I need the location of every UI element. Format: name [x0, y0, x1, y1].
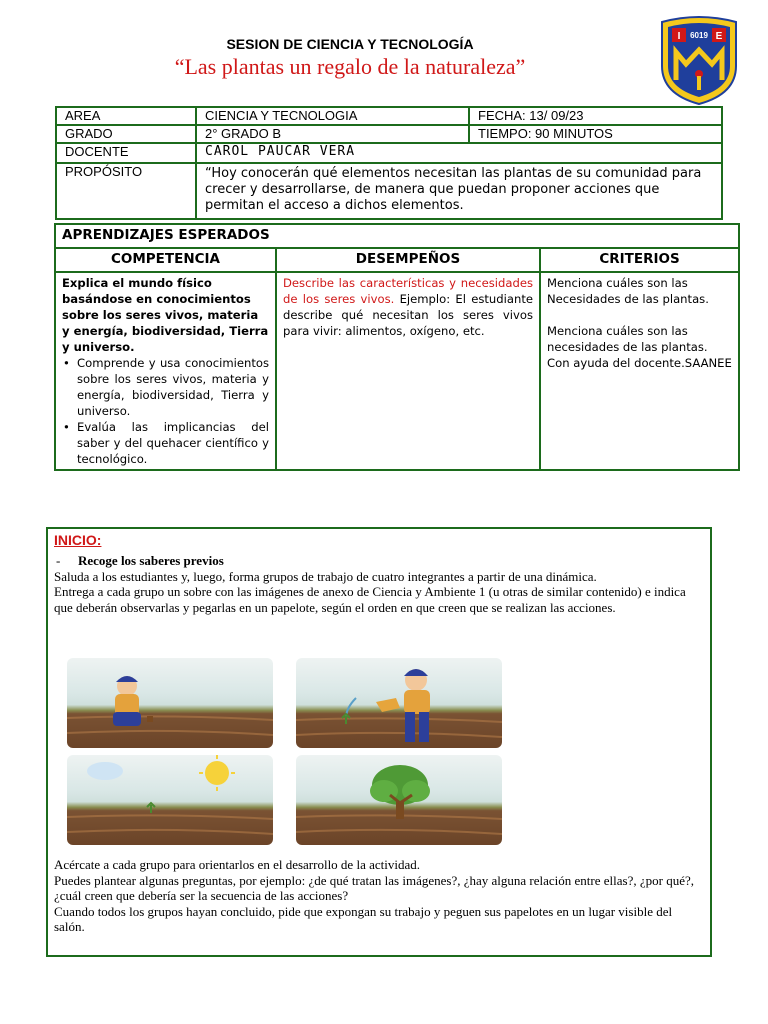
- dash-marker: -: [56, 553, 61, 568]
- criterio-2: Menciona cuáles son las necesidades de las plantas.: [547, 324, 708, 354]
- scene-grown-tree: [296, 755, 502, 845]
- grado-value: 2° GRADO B: [196, 125, 469, 143]
- paragraph-saluda: Saluda a los estudiantes y, luego, forma grupos de trabajo de cuatro integrantes a partir de una dinámica.: [54, 569, 597, 584]
- recoge-subheading: [56, 553, 224, 569]
- school-logo: [656, 14, 742, 106]
- page-title: SESION DE CIENCIA Y TECNOLOGÍA: [226, 36, 474, 52]
- svg-text:I: I: [677, 31, 681, 42]
- paragraph-acercate: Acércate a cada grupo para orientarlos en el desarrollo de la actividad.: [54, 857, 420, 872]
- desempenos-header: DESEMPEÑOS: [276, 248, 540, 272]
- fecha-value: FECHA: 13/ 09/23: [469, 107, 722, 125]
- scene-child-planting: [67, 658, 273, 748]
- aprendizajes-heading: APRENDIZAJES ESPERADOS: [55, 224, 739, 248]
- aprendizajes-table: [54, 223, 740, 471]
- session-info-table: [55, 106, 723, 220]
- recoge-text: Recoge los saberes previos: [78, 553, 224, 568]
- competencia-header: COMPETENCIA: [55, 248, 276, 272]
- criterios-cell: [540, 272, 739, 470]
- proposito-label: PROPÓSITO: [56, 163, 196, 219]
- paragraph-exposicion: Cuando todos los grupos hayan concluido, pide que expongan su trabajo y peguen sus papelotes en un lugar visible del salón.: [54, 903, 673, 934]
- criterios-header: CRITERIOS: [540, 248, 739, 272]
- svg-text:E: E: [715, 31, 723, 42]
- competencia-cell: [55, 272, 276, 470]
- paragraph-entrega: Entrega a cada grupo un sobre con las imágenes de anexo de Ciencia y Ambiente 1 (u otras de similar contenido) e indica que deberán observarlas y pegarlas en un papelote, según el orden en que creen que se realizan las acciones.: [54, 584, 686, 615]
- desempeno-highlight: Describe las características y necesidades de los seres vivos.: [283, 276, 533, 306]
- docente-value: CAROL PAUCAR VERA: [196, 143, 722, 163]
- grado-label: GRADO: [56, 125, 196, 143]
- scene-child-watering: [296, 658, 502, 748]
- criterio-1: Menciona cuáles son las Necesidades de las plantas.: [547, 276, 709, 306]
- page-subtitle: “Las plantas un regalo de la naturaleza”: [174, 54, 526, 79]
- svg-text:6019: 6019: [690, 31, 708, 40]
- tiempo-value: TIEMPO: 90 MINUTOS: [469, 125, 722, 143]
- docente-label: DOCENTE: [56, 143, 196, 163]
- desempeno-cell: [276, 272, 540, 470]
- competencia-main: Explica el mundo físico basándose en conocimientos sobre los seres vivos, materia y energía, biodiversidad, Tierra y universo.: [62, 276, 269, 354]
- scene-sun-cloud-sprout: [67, 755, 273, 845]
- desempeno-text: Ejemplo: El estudiante describe qué necesitan los seres vivos para vivir: alimentos, oxígeno, etc.: [283, 292, 533, 338]
- list-item: • Evalúa las implicancias del saber y del quehacer científico y tecnológico.: [62, 419, 269, 467]
- paragraphs-closing: [54, 857, 704, 935]
- criterio-3: Con ayuda del docente.SAANEE: [547, 356, 732, 370]
- paragraph-preguntas: Puedes plantear algunas preguntas, por ejemplo: ¿de qué tratan las imágenes?, ¿hay alguna relación entre ellas?, ¿por qué?, ¿cuál creen que debería ser la secuencia de las acciones?: [54, 872, 694, 903]
- area-label: AREA: [56, 107, 196, 125]
- capacidades-list: [62, 355, 269, 467]
- list-item: • Comprende y usa conocimientos sobre los seres vivos, materia y energía, biodiversidad, Tierra y universo.: [62, 355, 269, 419]
- proposito-value: “Hoy conocerán qué elementos necesitan las plantas de su comunidad para crecer y desarrollarse, de manera que puedan proponer acciones que permitan el acceso a dichos elementos.: [196, 163, 722, 219]
- inicio-heading: INICIO:: [54, 532, 102, 548]
- area-value: CIENCIA Y TECNOLOGIA: [196, 107, 469, 125]
